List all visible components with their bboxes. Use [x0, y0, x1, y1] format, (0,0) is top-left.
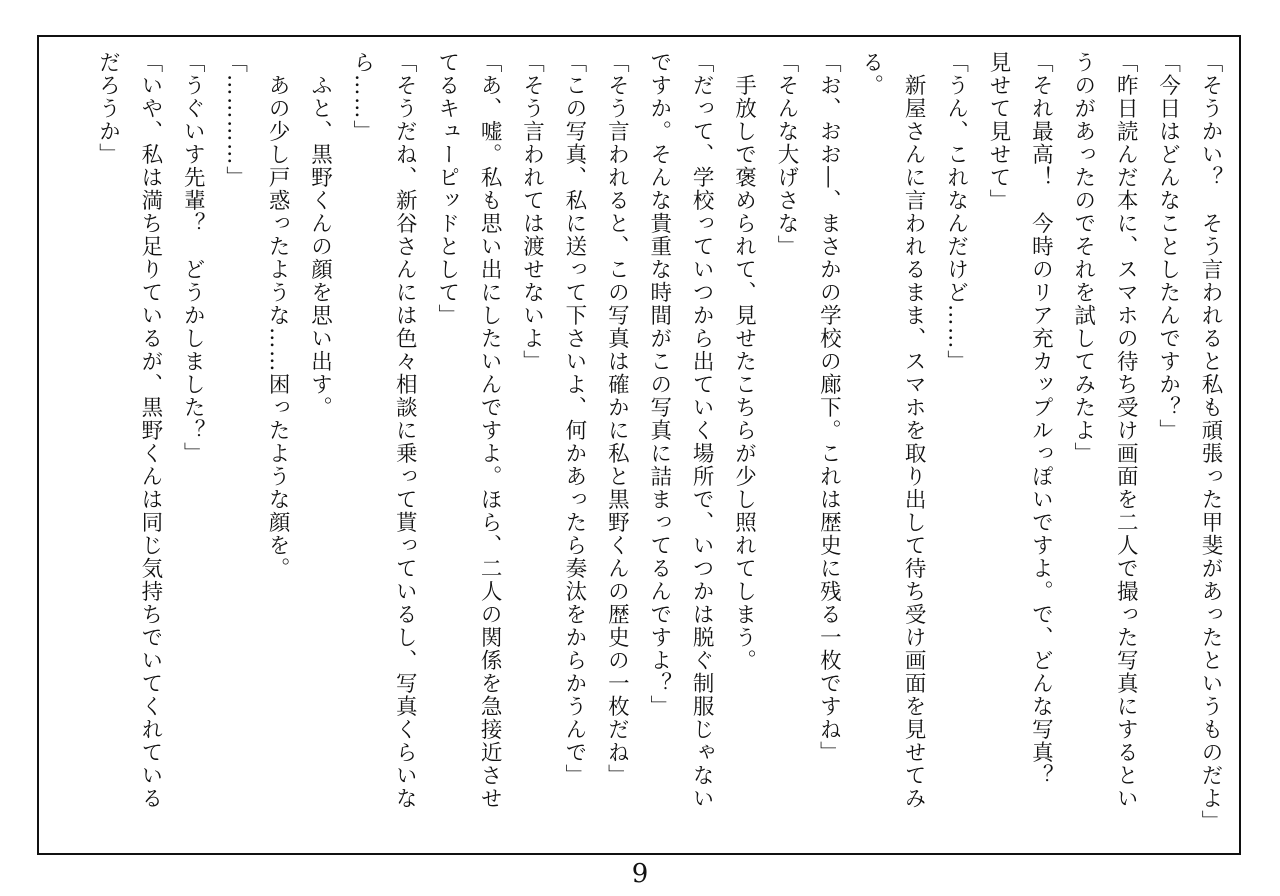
text-line: うのがあったのでそれを試してみたよ」: [1070, 51, 1096, 465]
text-line: 「うん、これなんだけど……」: [943, 51, 969, 373]
text-line: 新屋さんに言われるまま、スマホを取り出して待ち受け画面を見せてみ: [901, 51, 927, 810]
text-line: あの少し戸惑ったような……困ったような顔を。: [265, 51, 291, 580]
text-line: 「うぐいす先輩？ どうかしました？」: [180, 51, 206, 465]
text-line: 「いや、私は満ち足りているが、黒野くんは同じ気持ちでいてくれている: [137, 51, 163, 810]
text-line: 「そうかい？ そう言われると私も頑張った甲斐があったというものだよ」: [1198, 51, 1223, 833]
text-line: 「あ、嘘。私も思い出にしたいんですよ。ほら、二人の関係を急接近させ: [477, 51, 503, 810]
text-line: 「それ最高！ 今時のリア充カップルっぽいですよ。で、どんな写真？: [1028, 51, 1054, 787]
text-frame: [37, 35, 1241, 855]
text-line: 「そう言われては渡せないよ」: [519, 51, 545, 373]
text-line: ですか。そんな貴重な時間がこの写真に詰まってるんですよ？」: [646, 51, 672, 718]
text-line: 「だって、学校っていつから出ていく場所で、いつかは脱ぐ制服じゃない: [689, 51, 715, 810]
text-line: 「そう言われると、この写真は確かに私と黒野くんの歴史の一枚だね」: [604, 51, 630, 787]
text-line: 「この写真、私に送って下さいよ、何かあったら奏汰をからかうんで」: [561, 51, 587, 787]
text-line: る。: [858, 51, 884, 97]
vertical-text-body: [86, 51, 1231, 851]
text-line: 「そんな大げさな」: [773, 51, 799, 258]
text-line: てるキューピッドとして」: [434, 51, 460, 327]
page-number: 9: [631, 859, 649, 889]
text-line: 手放しで褒められて、見せたこちらが少し照れてしまう。: [731, 51, 757, 672]
text-line: 「今日はどんなことしたんですか？」: [1155, 51, 1181, 442]
text-line: 「そうだね、新谷さんには色々相談に乗って貰っているし、写真くらいな: [392, 51, 418, 810]
text-line: 「昨日読んだ本に、スマホの待ち受け画面を二人で撮った写真にするとい: [1113, 51, 1139, 810]
text-line: ふと、黒野くんの顔を思い出す。: [307, 51, 333, 419]
text-line: ら……」: [349, 51, 375, 143]
text-line: だろうか」: [95, 51, 121, 166]
text-line: 「…………」: [222, 51, 248, 189]
text-line: 見せて見せて」: [985, 51, 1011, 212]
text-line: 「お、おお―、まさかの学校の廊下。これは歴史に残る一枚ですね」: [816, 51, 842, 764]
